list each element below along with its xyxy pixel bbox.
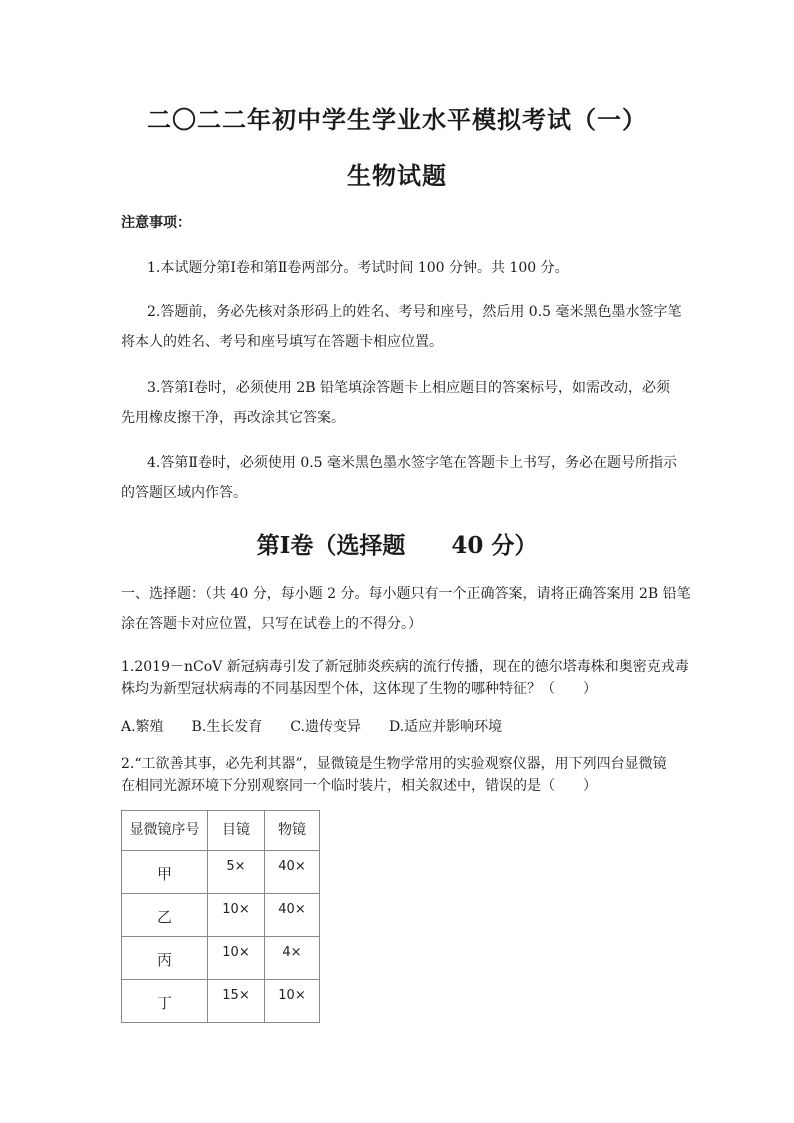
notice-item-3-line-1: 3.答第Ⅰ卷时，必须使用 2B 铅笔填涂答题卡上相应题目的答案标号，如需改动，必须 [147, 380, 670, 396]
table-cell: 40× [265, 851, 320, 894]
table-header-row [122, 811, 320, 851]
table-header-cell: 显微镜序号 [122, 811, 208, 851]
notice-item-4-line-1: 4.答第Ⅱ卷时，必须使用 0.5 毫米黑色墨水签字笔在答题卡上书写，务必在题号所指示 [147, 455, 678, 471]
microscope-table [121, 810, 320, 1023]
question-2-stem-line-2: 在相同光源环境下分别观察同一个临时装片，相关叙述中，错误的是（ ） [121, 778, 597, 794]
notice-heading: 注意事项： [121, 215, 191, 231]
table-row [122, 980, 320, 1023]
section-title: 第Ⅰ卷（选择题 40 分） [256, 532, 538, 559]
table-cell: 丙 [122, 937, 208, 980]
table-row [122, 851, 320, 894]
question-1-stem-line-1: 1.2019－nCoV 新冠病毒引发了新冠肺炎疾病的流行传播，现在的德尔塔毒株和奥密克戎毒 [121, 659, 689, 675]
section-instructions-line-1: 一、选择题：（共 40 分，每小题 2 分。每小题只有一个正确答案，请将正确答案用 2B 铅笔 [121, 586, 691, 602]
table-row [122, 937, 320, 980]
table-cell: 10× [208, 937, 265, 980]
notice-item-1: 1.本试题分第Ⅰ卷和第Ⅱ卷两部分。考试时间 100 分钟。共 100 分。 [147, 260, 569, 276]
table-cell: 丁 [122, 980, 208, 1023]
notice-item-3-line-2: 先用橡皮擦干净，再改涂其它答案。 [121, 410, 345, 426]
table-header-cell: 目镜 [208, 811, 265, 851]
exam-subtitle: 生物试题 [347, 161, 447, 190]
table-cell: 乙 [122, 894, 208, 937]
table-cell: 10× [265, 980, 320, 1023]
table-cell: 15× [208, 980, 265, 1023]
table-cell: 40× [265, 894, 320, 937]
table-cell: 5× [208, 851, 265, 894]
table-header-cell: 物镜 [265, 811, 320, 851]
notice-item-2-line-2: 将本人的姓名、考号和座号填写在答题卡相应位置。 [121, 334, 443, 350]
table-cell: 甲 [122, 851, 208, 894]
table-cell: 10× [208, 894, 265, 937]
table-cell: 4× [265, 937, 320, 980]
question-2-stem-line-1: 2.“工欲善其事，必先利其器”，显微镜是生物学常用的实验观察仪器，用下列四台显微镜 [121, 756, 667, 772]
question-1-options: A.繁殖 B.生长发育 C.遗传变异 D.适应并影响环境 [121, 719, 503, 735]
notice-item-2-line-1: 2.答题前，务必先核对条形码上的姓名、考号和座号，然后用 0.5 毫米黑色墨水签字笔 [147, 304, 682, 320]
question-1-stem-line-2: 株均为新型冠状病毒的不同基因型个体，这体现了生物的哪种特征？（ ） [121, 681, 597, 697]
notice-item-4-line-2: 的答题区域内作答。 [121, 485, 247, 501]
table-row [122, 894, 320, 937]
section-instructions-line-2: 涂在答题卡对应位置，只写在试卷上的不得分。） [121, 616, 422, 632]
exam-title: 二〇二二年初中学生学业水平模拟考试（一） [147, 105, 647, 134]
